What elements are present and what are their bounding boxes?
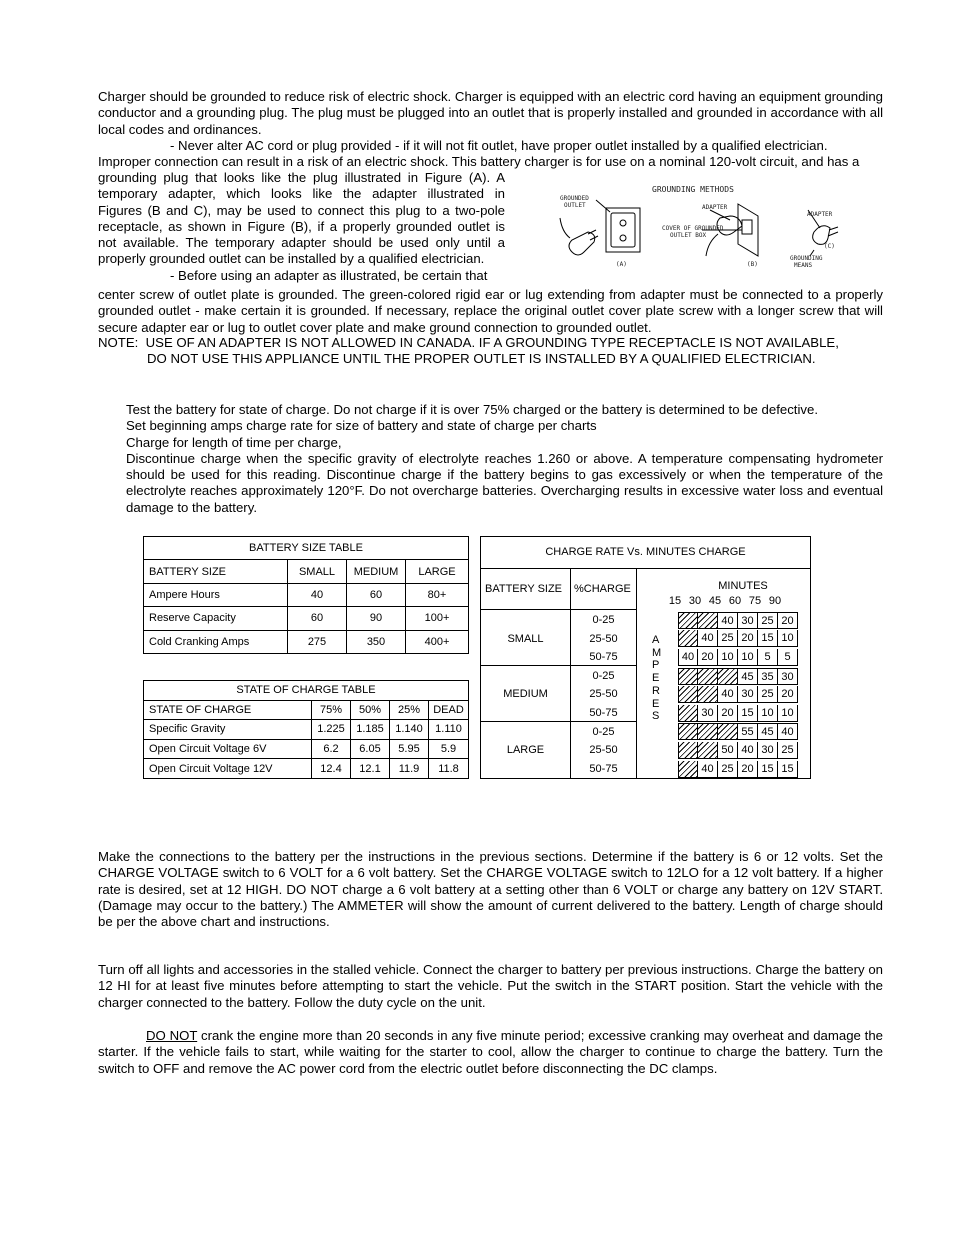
hatched-cell xyxy=(698,686,718,703)
amperes-cell: 30 xyxy=(698,705,718,722)
amperes-letter: E xyxy=(652,672,660,685)
amperes-cell: 50 xyxy=(718,742,738,759)
hatched-cell xyxy=(678,742,698,759)
cord-b xyxy=(706,234,718,256)
row-label: Open Circuit Voltage 6V xyxy=(144,739,312,759)
table-cell: 400+ xyxy=(406,630,469,653)
label-adapter-c: ADAPTER xyxy=(807,211,833,218)
row-label: Specific Gravity xyxy=(144,720,312,740)
column-header: STATE OF CHARGE xyxy=(144,700,312,720)
column-header: LARGE xyxy=(406,560,469,583)
label-adapter-b: ADAPTER xyxy=(702,204,728,211)
charge-range-label: 25-50 xyxy=(589,688,618,701)
charge-range-label: 0-25 xyxy=(592,725,615,738)
amperes-letter: A xyxy=(652,634,660,646)
figure-a-label: (A) xyxy=(616,261,627,268)
note-text: USE OF AN ADAPTER IS NOT ALLOWED IN CANADA. IF A GROUNDING TYPE RECEPTACLE IS NOT AVAILABLE, xyxy=(145,335,839,350)
hatched-cell xyxy=(678,723,698,740)
hatched-cell xyxy=(718,723,738,740)
column-header: DEAD xyxy=(429,700,469,720)
charge-range-label: 25-50 xyxy=(589,632,618,645)
text-line: Figures (B and C), may be used to connect this plug to a two-pole xyxy=(98,202,505,218)
amperes-cell: 40 xyxy=(738,742,758,759)
battery-size-label: LARGE xyxy=(506,744,545,757)
engine-start-paragraph: Turn off all lights and accessories in the stalled vehicle. Connect the charger to battery per previous instructions. Charge the battery on 12 HI for at least five minutes before attempting to start the vehicle. Put the switch in the START position. Start the vehicle with the charger connected to the battery. Follow the duty cycle on the unit. xyxy=(98,962,883,1010)
table-title-row xyxy=(144,681,469,701)
text-line: temporary adapter, which looks like the adapter illustrated in xyxy=(98,186,505,202)
amperes-cell: 40 xyxy=(698,630,718,647)
table-header-row xyxy=(144,700,469,720)
amperes-cell: 30 xyxy=(738,612,758,629)
minutes-label: MINUTES xyxy=(718,580,768,592)
charge-range-label: 0-25 xyxy=(592,669,615,682)
amperes-cell: 25 xyxy=(718,761,738,778)
cord-a xyxy=(560,218,570,238)
amperes-letter: R xyxy=(652,684,660,697)
figure-b-label: (B) xyxy=(747,261,758,268)
column-header: MEDIUM xyxy=(347,560,406,583)
battery-size-label: MEDIUM xyxy=(503,688,548,701)
table-cell: 12.1 xyxy=(351,759,390,779)
outlet-plate-a xyxy=(611,213,635,247)
instruction-step: Set beginning amps charge rate for size of battery and state of charge per charts xyxy=(126,418,597,434)
charge-range-label: 50-75 xyxy=(589,762,618,775)
label-grounded-outlet: GROUNDED xyxy=(560,195,589,202)
adapter-ground-paragraph: center screw of outlet plate is grounded. The green-colored rigid ear or lug extending from adapter must be connected to a properly grounded outlet - make certain it is grounded. If necessary, replace the original outlet cover plate screw with a longer screw that will secure adapter ear or lug to outlet cover plate and make ground connection to grounded outlet. xyxy=(98,287,883,335)
plug-prongs xyxy=(588,230,598,240)
row-label: Ampere Hours xyxy=(144,583,288,606)
amperes-cell: 30 xyxy=(738,686,758,703)
amperes-letter: S xyxy=(652,710,660,723)
text-line: - Never alter AC cord or plug provided - if it will not fit outlet, have proper outlet installed by a qualified electrician. xyxy=(170,138,828,153)
column-header-battery-size: BATTERY SIZE xyxy=(485,583,563,595)
state-of-charge-table xyxy=(143,680,469,779)
table-cell: 90 xyxy=(347,607,406,630)
label-grounding-means: MEANS xyxy=(794,262,813,269)
grounding-diagram-svg xyxy=(552,178,852,276)
battery-size-table xyxy=(143,536,469,654)
amperes-cell: 20 xyxy=(778,612,798,629)
instruction-step: Test the battery for state of charge. Do not charge if it is over 75% charged or the battery is determined to be defective. xyxy=(126,402,818,417)
text-line: - Before using an adapter as illustrated, be certain that xyxy=(170,267,488,283)
amperes-cell: 20 xyxy=(698,649,718,666)
hatched-cell xyxy=(678,630,698,647)
amperes-cell: 25 xyxy=(758,686,778,703)
amperes-cell: 40 xyxy=(678,649,698,666)
column-header: 50% xyxy=(351,700,390,720)
amperes-cell: 5 xyxy=(758,649,778,666)
hatched-cell xyxy=(678,705,698,722)
note-text: DO NOT USE THIS APPLIANCE UNTIL THE PROPER OUTLET IS INSTALLED BY A QUALIFIED ELECTRICIAN. xyxy=(147,351,816,367)
amperes-cell: 15 xyxy=(758,761,778,778)
table-cell: 5.9 xyxy=(429,739,469,759)
hatched-cell xyxy=(678,668,698,685)
hatched-cell xyxy=(678,612,698,629)
charge-range-label: 0-25 xyxy=(592,614,615,626)
table-cell: 80+ xyxy=(406,583,469,606)
amperes-letter: M xyxy=(652,646,662,659)
table-cell: 5.95 xyxy=(390,739,429,759)
amperes-cell: 45 xyxy=(758,723,778,740)
amperes-cell: 20 xyxy=(718,705,738,722)
minutes-tick-label: 90 xyxy=(768,595,782,607)
table-row xyxy=(144,630,469,653)
amperes-cell: 25 xyxy=(718,630,738,647)
amperes-cell: 40 xyxy=(778,723,798,740)
outlet-b xyxy=(742,220,752,234)
adapter-c xyxy=(813,226,830,245)
leader-line xyxy=(596,200,610,212)
minutes-tick-label: 60 xyxy=(728,595,742,607)
amperes-cell: 10 xyxy=(758,705,778,722)
label-cover: COVER OF GROUNDED xyxy=(662,225,724,232)
text-line: properly grounded outlet can be installed by a qualified electrician. xyxy=(98,251,485,267)
table-cell: 6.2 xyxy=(312,739,351,759)
amperes-cell: 40 xyxy=(718,612,738,629)
column-header: 25% xyxy=(390,700,429,720)
hatched-cell xyxy=(678,686,698,703)
table-title: BATTERY SIZE TABLE xyxy=(144,537,469,560)
table-title: CHARGE RATE Vs. MINUTES CHARGE xyxy=(545,546,746,558)
amperes-cell: 20 xyxy=(778,686,798,703)
amperes-cell: 10 xyxy=(718,649,738,666)
charge-range-label: 50-75 xyxy=(589,651,618,664)
hatched-cell xyxy=(698,668,718,685)
minutes-tick-label: 75 xyxy=(748,595,762,607)
amperes-cell: 10 xyxy=(738,649,758,666)
amperes-letter: P xyxy=(652,659,660,672)
column-header-charge: %CHARGE xyxy=(574,583,631,595)
outlet-socket xyxy=(620,235,626,241)
cranking-caution-paragraph xyxy=(98,1028,883,1077)
table-cell: 275 xyxy=(288,630,347,653)
table-title: STATE OF CHARGE TABLE xyxy=(144,681,469,701)
column-header: 75% xyxy=(312,700,351,720)
amperes-cell: 30 xyxy=(758,742,778,759)
label-grounded-outlet: OUTLET xyxy=(564,202,586,209)
row-label: Cold Cranking Amps xyxy=(144,630,288,653)
hatched-cell xyxy=(698,723,718,740)
amperes-letter: E xyxy=(652,697,660,710)
amperes-cell: 25 xyxy=(758,612,778,629)
charge-rate-table xyxy=(480,536,811,779)
minutes-tick-label: 30 xyxy=(688,595,702,607)
plug-a xyxy=(569,232,595,255)
amperes-cell: 10 xyxy=(778,705,798,722)
table-cell: 350 xyxy=(347,630,406,653)
table-cell: 60 xyxy=(288,607,347,630)
table-cell: 12.4 xyxy=(312,759,351,779)
text-line: not available. The temporary adapter should be used only until a xyxy=(98,235,505,251)
amperes-cell: 15 xyxy=(738,705,758,722)
amperes-cell: 15 xyxy=(758,630,778,647)
table-cell: 1.110 xyxy=(429,720,469,740)
row-label: Open Circuit Voltage 12V xyxy=(144,759,312,779)
table-cell: 1.185 xyxy=(351,720,390,740)
table-cell: 11.8 xyxy=(429,759,469,779)
table-row xyxy=(144,739,469,759)
column-header: BATTERY SIZE xyxy=(144,560,288,583)
table-cell: 11.9 xyxy=(390,759,429,779)
canada-note xyxy=(98,335,888,368)
grounding-methods-diagram xyxy=(552,178,852,276)
charge-instructions xyxy=(126,402,883,516)
minutes-tick-label: 45 xyxy=(708,595,722,607)
amperes-cell: 40 xyxy=(718,686,738,703)
adapter-paragraph xyxy=(98,170,505,284)
caution-text: crank the engine more than 20 seconds in any five minute period; excessive cranking may overheat and damage the starter. If the vehicle fails to start, while waiting for the starter to cool, allow the charger to continue to charge the battery. Turn the switch to OFF and remove the AC power cord from the electric outlet before disconnecting the DC clamps. xyxy=(98,1028,883,1076)
diagram-title: GROUNDING METHODS xyxy=(652,185,734,194)
charging-paragraph: Make the connections to the battery per the instructions in the previous sections. Determine if the battery is 6 or 12 volts. Set the CHARGE VOLTAGE switch to 6 VOLT for a 6 volt battery. Set the CHARGE VOLTAGE switch to 12LO for a 12 volt battery. If a higher rate is desired, set at 12 HIGH. DO NOT charge a 6 volt battery at a setting other than 6 VOLT or charge any battery on 12V START. (Damage may occur to the battery.) The AMMETER will show the amount of current delivered to the battery. Length of charge should be per the above chart and instructions. xyxy=(98,849,883,930)
cord-warning-paragraph xyxy=(98,138,883,171)
table-cell: 6.05 xyxy=(351,739,390,759)
hatched-cell xyxy=(678,761,698,778)
table-cell: 1.140 xyxy=(390,720,429,740)
hatched-cell xyxy=(698,612,718,629)
amperes-cell: 45 xyxy=(738,668,758,685)
amperes-cell: 5 xyxy=(778,649,798,666)
minutes-tick-label: 15 xyxy=(668,595,682,607)
hatched-cell xyxy=(698,742,718,759)
amperes-cell: 10 xyxy=(778,630,798,647)
caution-lead: DO NOT xyxy=(146,1028,198,1043)
instruction-step: Charge for length of time per charge, xyxy=(126,434,342,450)
amperes-cell: 20 xyxy=(738,761,758,778)
instruction-step: Discontinue charge when the specific gravity of electrolyte reaches 1.260 or above. A temperature compensating hydrometer should be used for this reading. Discontinue charge if the battery begins to gas excessively or when the temperature of the electrolyte reaches approximately 120°F. Do not overcharge batteries. Overcharging results in excessive water loss and eventual damage to the battery. xyxy=(126,450,883,515)
grounding-paragraph: Charger should be grounded to reduce risk of electric shock. Charger is equipped with an electric cord having an equipment grounding conductor and a grounding plug. The plug must be plugged into an outlet that is properly installed and grounded in accordance with all local codes and ordinances. xyxy=(98,89,883,137)
label-grounding-means: GROUNDING xyxy=(790,255,823,262)
column-header: SMALL xyxy=(288,560,347,583)
charge-range-label: 25-50 xyxy=(589,744,618,757)
amperes-cell: 40 xyxy=(698,761,718,778)
table-cell: 40 xyxy=(288,583,347,606)
table-row xyxy=(144,720,469,740)
table-cell: 100+ xyxy=(406,607,469,630)
amperes-cell: 35 xyxy=(758,668,778,685)
table-cell: 1.225 xyxy=(312,720,351,740)
table-title-row xyxy=(144,537,469,560)
text-line: Improper connection can result in a risk of an electric shock. This battery charger is for use on a nominal 120-volt circuit, and has a xyxy=(98,154,860,170)
note-label: NOTE: xyxy=(98,335,139,350)
table-row xyxy=(144,759,469,779)
label-cover: OUTLET BOX xyxy=(670,232,707,239)
table-cell: 60 xyxy=(347,583,406,606)
table-row xyxy=(144,583,469,606)
amperes-cell: 25 xyxy=(778,742,798,759)
hatched-cell xyxy=(718,668,738,685)
figure-c-label: (C) xyxy=(824,243,835,250)
amperes-cell: 30 xyxy=(778,668,798,685)
outlet-socket xyxy=(620,220,626,226)
text-line: receptacle, as shown in Figure (B), if a properly grounded outlet is xyxy=(98,218,505,234)
charge-range-label: 50-75 xyxy=(589,707,618,719)
amperes-cell: 15 xyxy=(778,761,798,778)
battery-size-label: SMALL xyxy=(507,632,544,645)
row-label: Reserve Capacity xyxy=(144,607,288,630)
table-header-row xyxy=(144,560,469,583)
amperes-cell: 55 xyxy=(738,723,758,740)
text-line: grounding plug that looks like the plug illustrated in Figure (A). A xyxy=(98,170,505,185)
table-row xyxy=(144,607,469,630)
amperes-cell: 20 xyxy=(738,630,758,647)
